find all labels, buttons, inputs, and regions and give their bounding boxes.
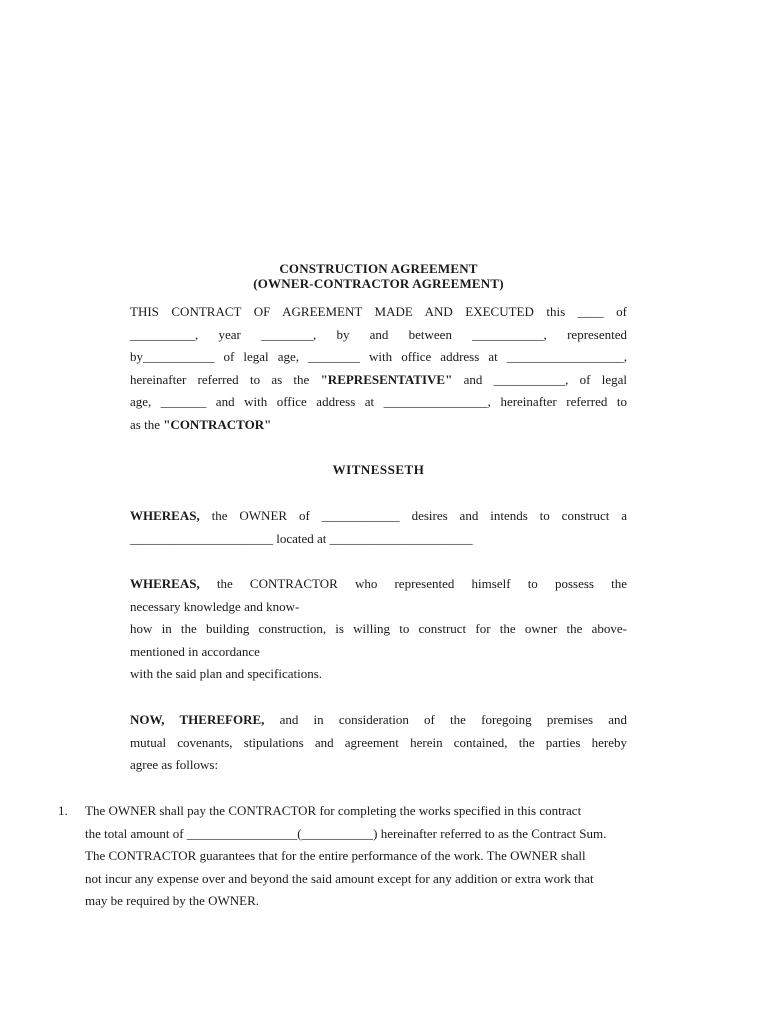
whereas-line: mentioned in accordance [130,643,260,659]
whereas-paragraph-1 [130,505,627,550]
now-therefore-line: agree as follows: [130,757,219,773]
now-therefore-line [130,709,627,732]
whereas-paragraph-2 [130,573,627,686]
now-therefore-keyword: NOW, THEREFORE, [130,712,265,727]
now-therefore-paragraph [130,709,627,777]
now-therefore-text: and in consideration of the foregoing premises and [264,712,627,727]
contractor-term: "CONTRACTOR" [163,416,272,432]
whereas-keyword: WHEREAS, [130,508,200,523]
intro-line [130,414,627,437]
now-therefore-line: mutual covenants, stipulations and agreement herein contained, the parties hereby [130,734,627,750]
document-subtitle: (OWNER-CONTRACTOR AGREEMENT) [253,276,504,291]
whereas-text: the CONTRACTOR who represented himself to possess the [199,576,627,591]
whereas-text: the OWNER of ____________ desires and intends to construct a [199,508,627,523]
item-line: The OWNER shall pay the CONTRACTOR for completing the works specified in this contract [85,803,582,818]
whereas-line [130,505,627,528]
document-title: CONSTRUCTION AGREEMENT [279,261,478,276]
whereas-keyword: WHEREAS, [130,576,200,591]
item-line: the total amount of _________________(___________) hereinafter referred to as the Contract Sum. [85,825,607,841]
witnesseth-heading: WITNESSETH [332,462,425,477]
item-line: The CONTRACTOR guarantees that for the entire performance of the work. The OWNER shall [85,848,586,864]
intro-line: THIS CONTRACT OF AGREEMENT MADE AND EXECUTED this ____ of [130,304,627,319]
whereas-line: necessary knowledge and know- [130,598,300,614]
intro-paragraph [130,301,627,437]
intro-line: age, _______ and with office address at ________________, hereinafter referred to [130,394,627,410]
item-line: may be required by the OWNER. [85,893,260,909]
whereas-line: with the said plan and specifications. [130,666,323,682]
intro-text: hereinafter referred to as the [130,371,321,387]
whereas-line: how in the building construction, is willing to construct for the owner the above- [130,621,627,637]
whereas-line: ______________________ located at ______________________ [130,530,473,546]
intro-line [130,369,627,392]
item-number: 1. [58,803,68,818]
intro-text: and ___________, of legal [452,371,627,387]
whereas-line [130,573,627,596]
representative-term: "REPRESENTATIVE" [320,371,453,387]
item-line: not incur any expense over and beyond the said amount except for any addition or extra work that [85,870,594,886]
intro-text: as the [130,416,164,432]
intro-line: by___________ of legal age, ________ with office address at __________________, [130,349,627,365]
intro-line: __________, year ________, by and between ___________, represented [130,326,627,342]
numbered-item-1 [85,800,678,913]
